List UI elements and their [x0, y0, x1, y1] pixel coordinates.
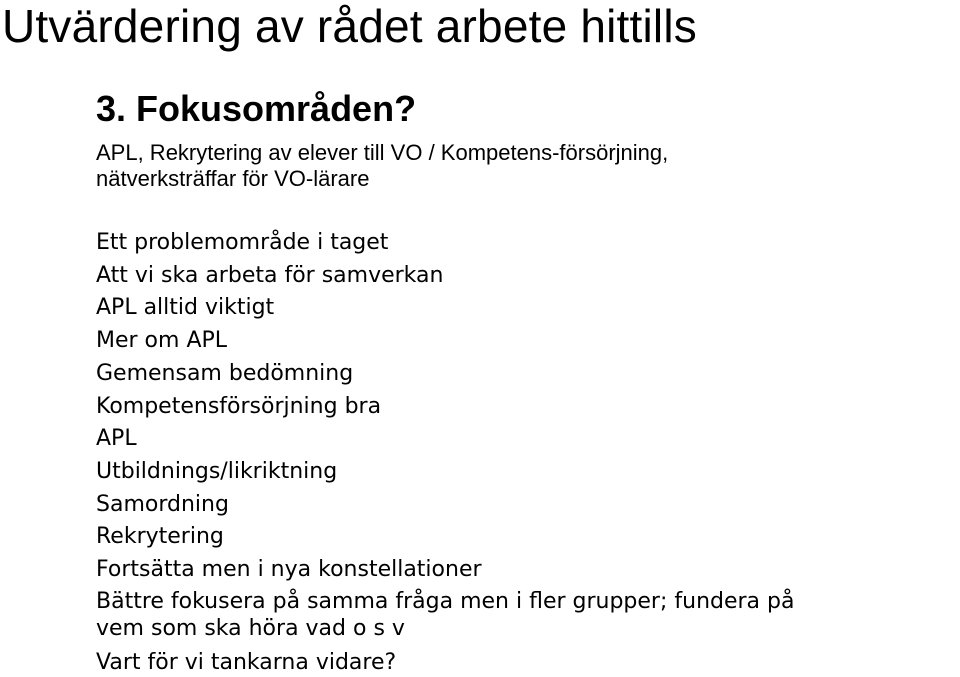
note-item: Utbildnings/likriktning — [96, 458, 338, 484]
note-item: Mer om APL — [96, 328, 228, 354]
note-item: Kompetensförsörjning bra — [96, 393, 382, 419]
note-item: Bättre fokusera på samma fråga men i fler grupper; fundera på — [96, 588, 795, 614]
notes-list — [96, 227, 794, 677]
slide-subtitle: 3. Fokusområden? — [96, 88, 417, 129]
note-item: APL — [96, 426, 137, 452]
note-item: Gemensam bedömning — [96, 360, 354, 386]
note-item-continuation: vem som ska höra vad o s v — [96, 615, 405, 641]
note-item: Samordning — [96, 491, 229, 517]
note-item: APL alltid viktigt — [96, 295, 275, 321]
note-item: Ett problemområde i taget — [96, 230, 389, 255]
note-item: Rekrytering — [96, 524, 224, 550]
note-item: Att vi ska arbeta för samverkan — [96, 262, 444, 288]
slide-title: Utvärdering av rådet arbete hittills — [2, 0, 697, 52]
intro-line: APL, Rekrytering av elever till VO / Kompetens-försörjning, — [96, 140, 669, 165]
note-item: Vart för vi tankarna vidare? — [96, 649, 397, 675]
note-item: Fortsätta men i nya konstellationer — [96, 557, 482, 583]
intro-paragraph — [96, 140, 946, 192]
intro-line: nätverksträffar för VO-lärare — [96, 166, 370, 191]
